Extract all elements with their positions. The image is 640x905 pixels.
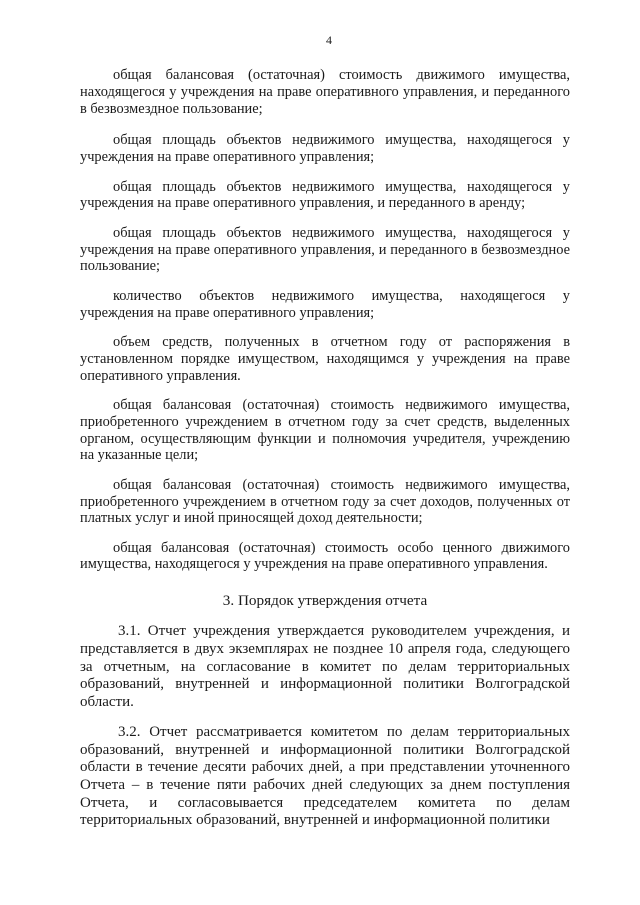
list-item: общая балансовая (остаточная) стоимость движимого имущества, находящегося у учреждения на праве оперативного управления, и переданного в безвозмездное пользование;	[80, 67, 570, 117]
list-item: общая площадь объектов недвижимого имущества, находящегося у учреждения на праве оперативного управления, и переданного в аренду;	[80, 178, 570, 212]
section-paragraph: 3.2. Отчет рассматривается комитетом по делам территориальных образований, внутренней и информационной политики Волгоградской области в течение десяти рабочих дней, а при представлении уточненного Отчета – в течение пяти рабочих дней следующих за днем поступления Отчета, и согласовывается председателем комитета по делам территориальных образований, внутренней и информационной политики	[80, 723, 570, 829]
list-item: общая балансовая (остаточная) стоимость недвижимого имущества, приобретенного учреждением в отчетном году за счет доходов, полученных от платных услуг и иной приносящей доход деятельности;	[80, 476, 570, 527]
section-heading: 3. Порядок утверждения отчета	[222, 592, 428, 610]
section-paragraph: 3.1. Отчет учреждения утверждается руководителем учреждения, и представляется в двух экземплярах не позднее 10 апреля года, следующего за отчетным, на согласование в комитет по делам территориальных образований, внутренней и информационной политики Волгоградской области.	[80, 623, 570, 711]
list-item: количество объектов недвижимого имущества, находящегося у учреждения на праве оперативного управления;	[80, 287, 570, 321]
list-item: общая площадь объектов недвижимого имущества, находящегося у учреждения на праве оперативного управления, и переданного в безвозмездное пользование;	[80, 224, 570, 275]
list-item: общая балансовая (остаточная) стоимость особо ценного движимого имущества, находящегося у учреждения на праве оперативного управления.	[80, 539, 570, 573]
page-number: 4	[326, 33, 332, 47]
list-item: общая площадь объектов недвижимого имущества, находящегося у учреждения на праве оперативного управления;	[80, 132, 570, 166]
list-item: объем средств, полученных в отчетном году от распоряжения в установленном порядке имуществом, находящимся у учреждения на праве оперативного управления.	[80, 333, 570, 384]
list-item: общая балансовая (остаточная) стоимость недвижимого имущества, приобретенного учреждением в отчетном году за счет средств, выделенных органом, осуществляющим функции и полномочия учредителя, учреждению на указанные цели;	[80, 396, 570, 464]
